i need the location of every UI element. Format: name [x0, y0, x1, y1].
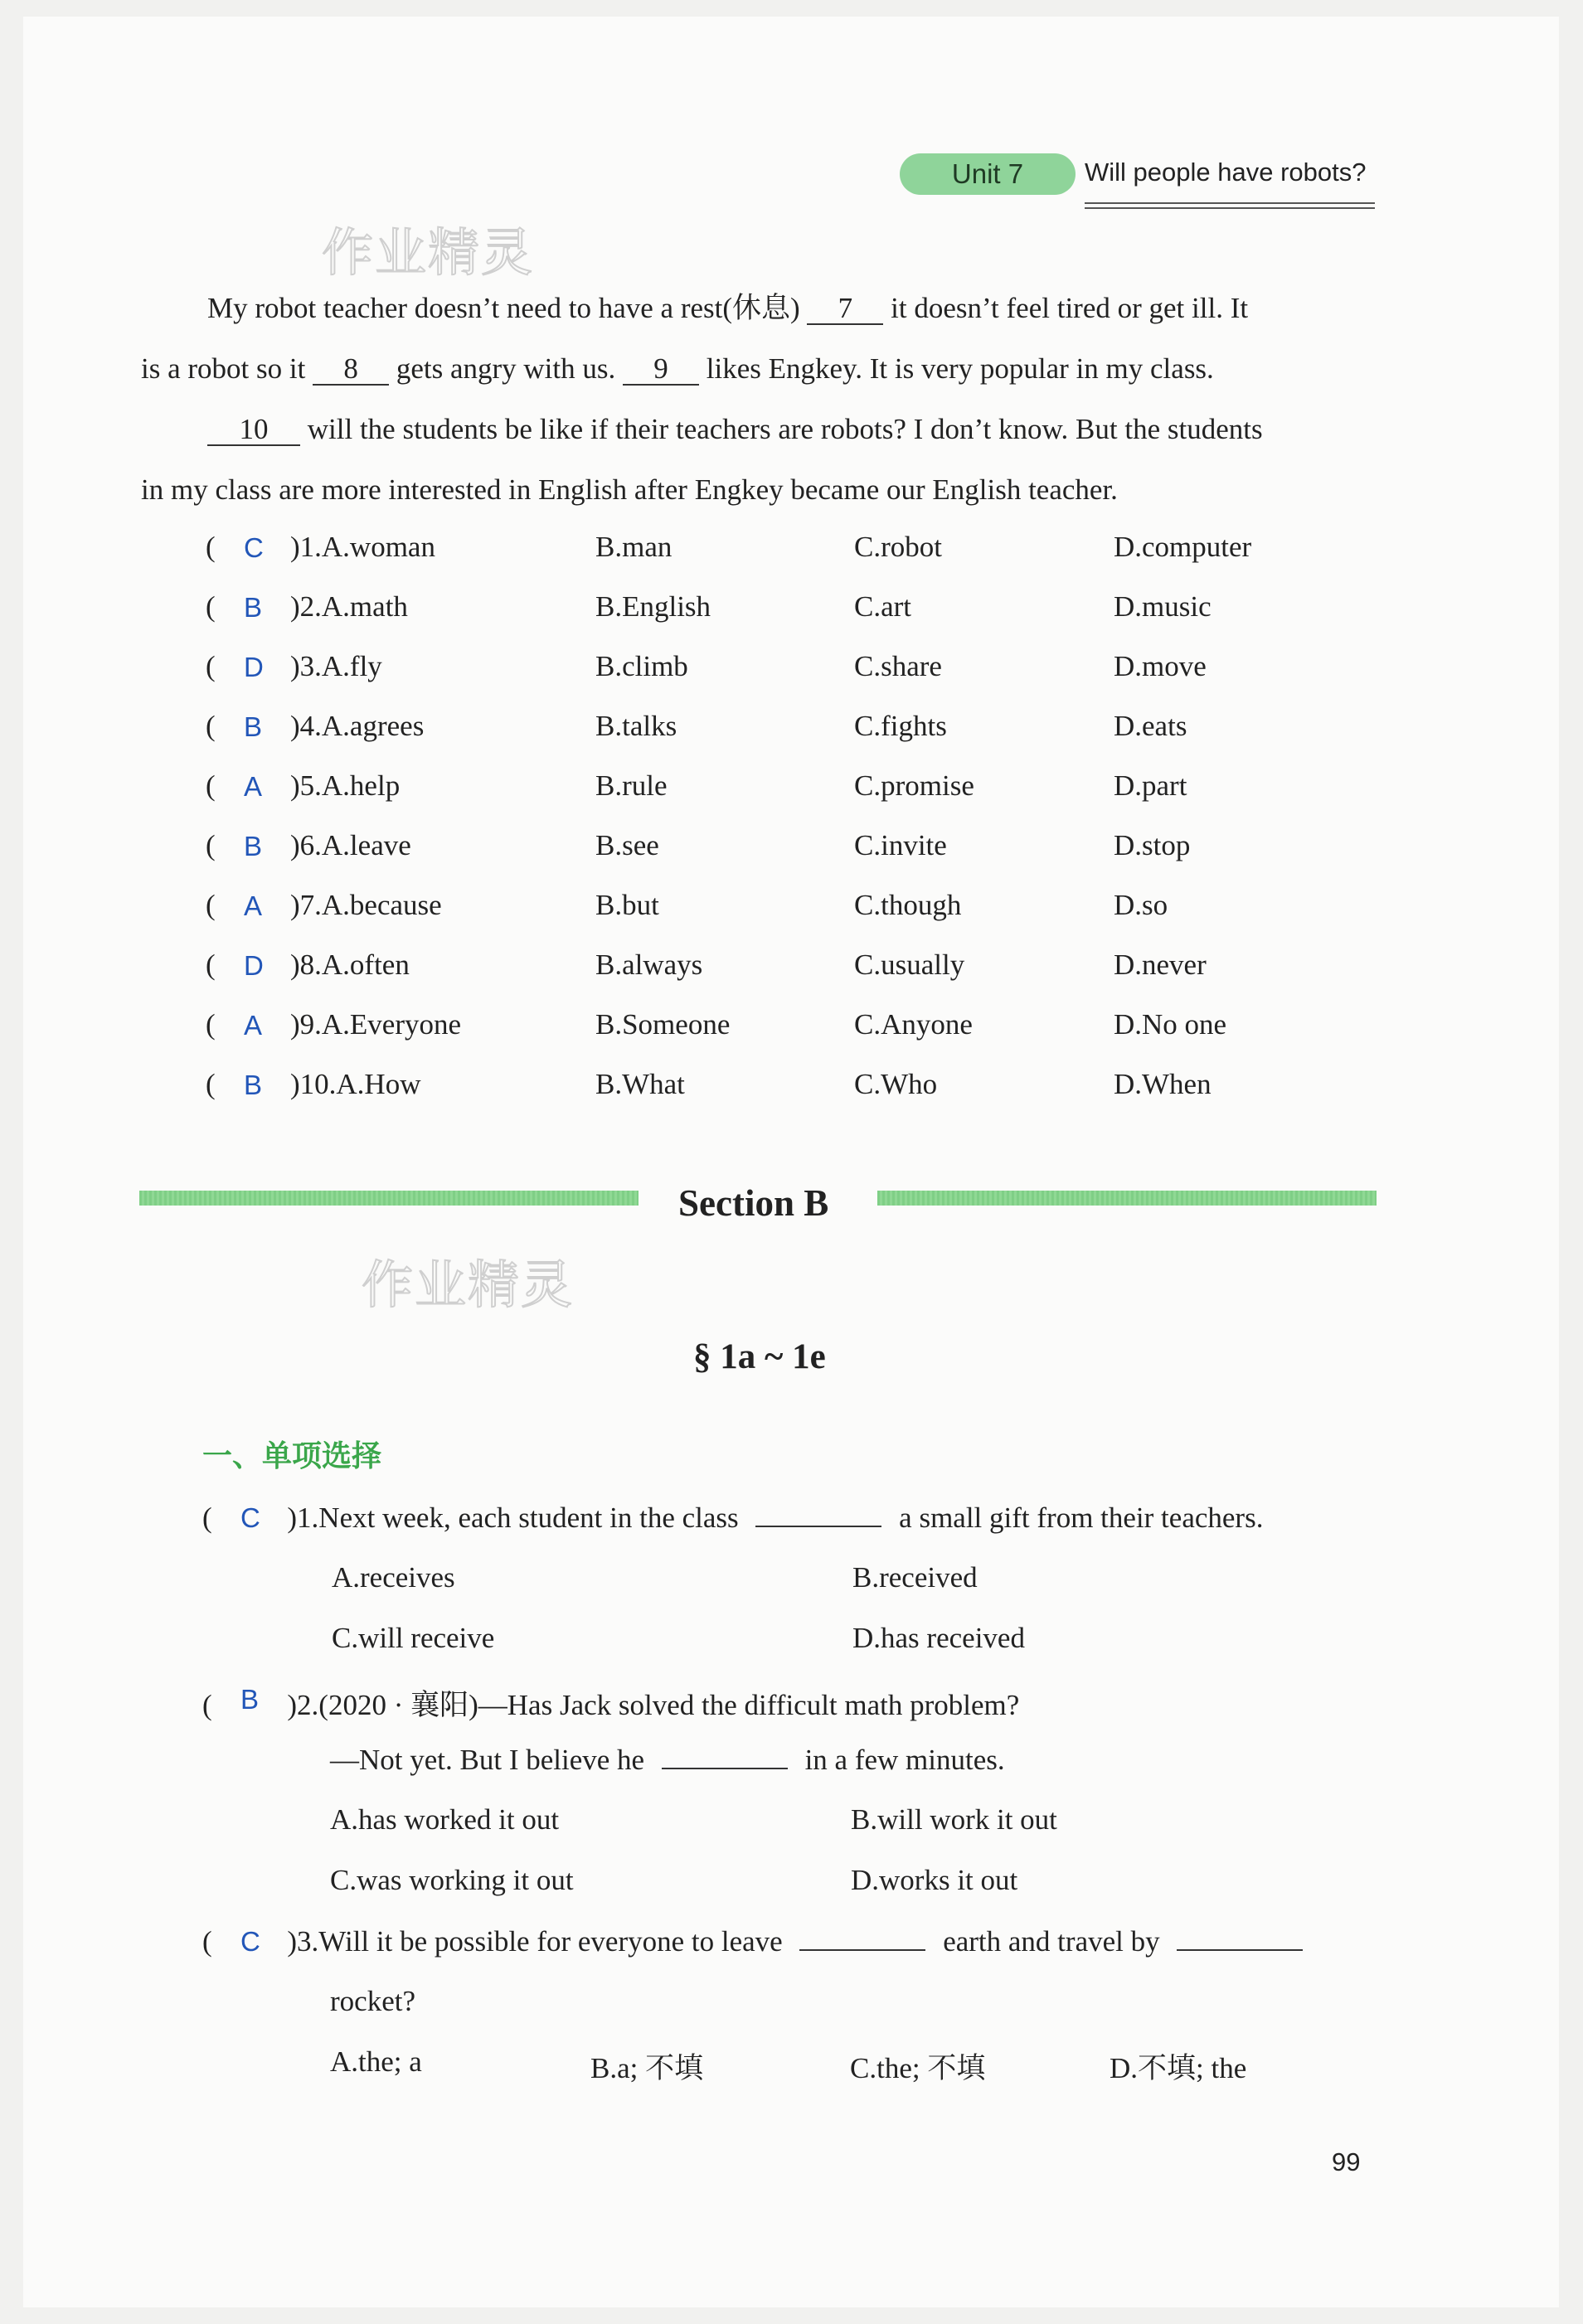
answer-blank [755, 1501, 881, 1527]
answer-mark: B [244, 592, 263, 623]
header-rule [1085, 202, 1375, 204]
option-c: C.though [854, 889, 962, 921]
option-d: D.part [1114, 769, 1187, 802]
option-a: A.has worked it out [330, 1803, 560, 1836]
option-b: B.rule [595, 769, 668, 802]
question-stem: —Not yet. But I believe he [330, 1744, 645, 1776]
option-a: )3.A.fly [290, 650, 382, 682]
answer-mark: B [240, 1684, 260, 1715]
option-c: C.fights [854, 710, 947, 742]
option-d: D.move [1114, 650, 1207, 682]
option-b: B.but [595, 889, 659, 921]
question-stem: )1.Next week, each student in the class [287, 1502, 739, 1534]
passage-text: will the students be like if their teachers are robots? I don’t know. But the students [307, 413, 1263, 445]
cloze-item: ( A )5.A.help B.rule C.promise D.part [206, 769, 1187, 802]
question-stem: a small gift from their teachers. [899, 1502, 1264, 1534]
option-c: C.promise [854, 769, 974, 802]
option-a: )6.A.leave [290, 829, 411, 861]
blank-7: 7 [807, 294, 883, 325]
answer-mark: C [240, 1926, 260, 1957]
blank-10: 10 [207, 415, 300, 446]
option-b: B.always [595, 949, 703, 981]
option-b: B.see [595, 829, 659, 861]
option-a: )8.A.often [290, 949, 410, 981]
blank-8: 8 [313, 354, 389, 386]
option-a: )9.A.Everyone [290, 1008, 462, 1041]
cloze-item: ( D )8.A.often B.always C.usually D.never [206, 949, 1207, 981]
unit-badge: Unit 7 [900, 153, 1076, 195]
option-a: )7.A.because [290, 889, 442, 921]
option-a: )4.A.agrees [290, 710, 425, 742]
option-a: A.receives [332, 1561, 455, 1594]
answer-mark: B [244, 711, 263, 742]
question-stem: in a few minutes. [804, 1744, 1005, 1776]
option-a: )2.A.math [290, 590, 408, 623]
answer-mark: B [244, 831, 263, 861]
answer-blank [662, 1743, 788, 1769]
question-stem: )3.Will it be possible for everyone to leave [287, 1925, 783, 1958]
option-b: B.man [595, 531, 673, 563]
option-d: D.works it out [851, 1864, 1018, 1896]
cloze-passage [141, 278, 1377, 520]
option-c: C.invite [854, 829, 947, 861]
cloze-item: ( B )6.A.leave B.see C.invite D.stop [206, 829, 1191, 861]
option-c: C.was working it out [330, 1864, 574, 1896]
option-d: D.never [1114, 949, 1207, 981]
option-b: B.Someone [595, 1008, 731, 1041]
option-a: )1.A.woman [290, 531, 435, 563]
cloze-item: ( B )10.A.How B.What C.Who D.When [206, 1068, 1212, 1100]
passage-text: likes Engkey. It is very popular in my class. [706, 352, 1214, 385]
answer-mark: D [244, 950, 264, 981]
option-d: D.eats [1114, 710, 1187, 742]
question-stem: rocket? [330, 1985, 415, 2017]
lesson-subtitle: § 1a ~ 1e [693, 1337, 826, 1376]
option-d: D.stop [1114, 829, 1191, 861]
question-stem: earth and travel by [943, 1925, 1160, 1958]
option-c: C.Who [854, 1068, 938, 1100]
answer-mark: A [244, 890, 263, 921]
option-d: D.When [1114, 1068, 1212, 1100]
answer-blank [799, 1924, 925, 1951]
option-b: B.received [852, 1561, 978, 1594]
cloze-item: ( A )7.A.because B.but C.though D.so [206, 889, 1168, 921]
question-2-line2 [330, 1743, 1005, 1777]
answer-mark: A [244, 1010, 263, 1041]
answer-mark: C [240, 1502, 260, 1533]
option-a: A.the; a [330, 2045, 422, 2078]
option-b: B.climb [595, 650, 688, 682]
watermark: 作业精灵 [362, 1254, 575, 1315]
passage-text: My robot teacher doesn’t need to have a rest(休息) [207, 292, 800, 324]
section-divider-left [139, 1191, 639, 1206]
cloze-item: ( B )2.A.math B.English C.art D.music [206, 590, 1212, 623]
option-d: D.No one [1114, 1008, 1227, 1041]
option-d: D.has received [852, 1622, 1025, 1654]
page-number: 99 [1332, 2147, 1361, 2176]
option-b: B.will work it out [851, 1803, 1057, 1836]
option-b: B.a; 不填 [590, 2052, 704, 2084]
option-d: D.不填; the [1110, 2052, 1247, 2084]
passage-text: it doesn’t feel tired or get ill. It [891, 292, 1249, 324]
option-d: D.music [1114, 590, 1212, 623]
blank-9: 9 [623, 354, 699, 386]
passage-text: gets angry with us. [396, 352, 616, 385]
cloze-item: ( A )9.A.Everyone B.Someone C.Anyone D.No one [206, 1008, 1227, 1041]
option-b: B.What [595, 1068, 685, 1100]
watermark: 作业精灵 [322, 222, 535, 283]
unit-title: Will people have robots? [1085, 158, 1367, 187]
option-c: C.robot [854, 531, 942, 563]
option-b: B.English [595, 590, 711, 623]
option-c: C.art [854, 590, 912, 623]
question-stem: )2.(2020 · 襄阳)—Has Jack solved the difficult math problem? [287, 1689, 1020, 1721]
option-d: D.computer [1114, 531, 1252, 563]
question-2: ( B )2.(2020 · 襄阳)—Has Jack solved the difficult math problem? [202, 1684, 1020, 1721]
passage-text: is a robot so it [141, 352, 306, 385]
cloze-item: ( C )1.A.woman B.man C.robot D.computer [206, 531, 1252, 563]
option-c: C.Anyone [854, 1008, 973, 1041]
answer-mark: A [244, 771, 263, 802]
option-c: C.the; 不填 [850, 2052, 986, 2084]
answer-mark: B [244, 1070, 263, 1100]
answer-blank [1177, 1924, 1303, 1951]
exercise-heading: 一、单项选择 [202, 1439, 382, 1473]
option-d: D.so [1114, 889, 1168, 921]
option-a: )10.A.How [290, 1068, 421, 1100]
option-a: )5.A.help [290, 769, 401, 802]
header-rule [1085, 207, 1375, 209]
question-1: ( C )1.Next week, each student in the class a small gift from their teachers. [202, 1502, 1264, 1534]
option-b: B.talks [595, 710, 677, 742]
section-divider-right [877, 1191, 1377, 1206]
answer-mark: C [244, 532, 264, 563]
cloze-item: ( D )3.A.fly B.climb C.share D.move [206, 650, 1207, 682]
answer-mark: D [244, 652, 264, 682]
question-3: ( C )3.Will it be possible for everyone to leave earth and travel by [202, 1924, 1303, 1958]
option-c: C.share [854, 650, 942, 682]
passage-text: in my class are more interested in English after Engkey became our English teacher. [141, 473, 1118, 506]
cloze-item: ( B )4.A.agrees B.talks C.fights D.eats [206, 710, 1187, 742]
section-title: Section B [678, 1182, 829, 1224]
option-c: C.usually [854, 949, 965, 981]
option-c: C.will receive [332, 1622, 495, 1654]
